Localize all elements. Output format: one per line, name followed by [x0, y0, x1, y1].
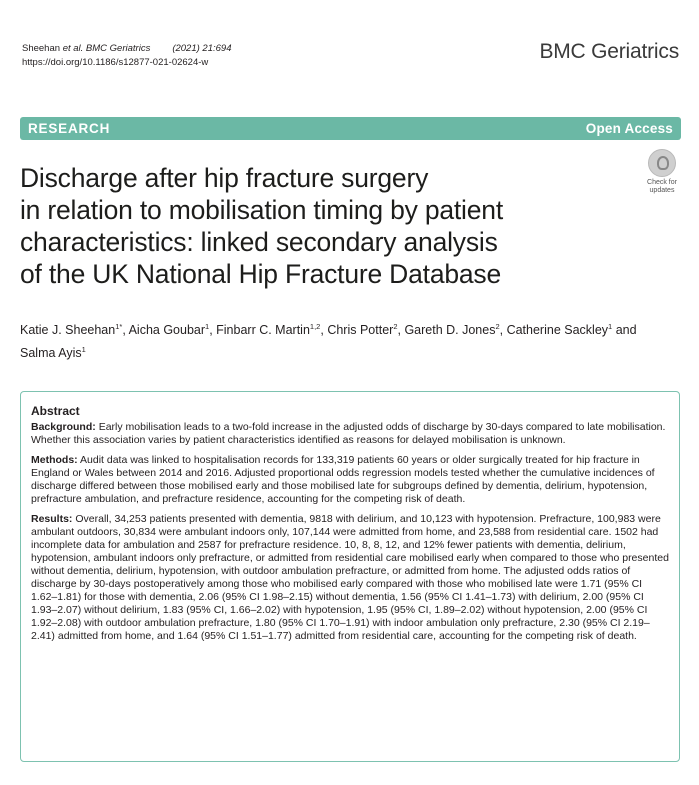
author-affiliation: 1,2	[309, 322, 321, 331]
article-type-banner	[20, 117, 681, 140]
citation-line	[22, 42, 232, 56]
article-type-label: RESEARCH	[28, 121, 111, 136]
author-list: Katie J. Sheehan$^{1*}$, Aicha Goubar$^1$, Finbarr C. Martin$^{1,2}$, Chris Potter$^2$, Gareth D. Jones$^2$, Catherine Sackley$^1$ and Salma Ayis$^1$	[20, 322, 637, 361]
check-for-updates-badge[interactable]	[641, 149, 683, 194]
abstract-section-results	[31, 513, 671, 643]
title-line: Discharge after hip fracture surgery	[20, 163, 429, 193]
title-line: characteristics: linked secondary analysis	[20, 227, 498, 257]
author-affiliation: 2	[393, 322, 398, 331]
author-name[interactable]: Catherine Sackley	[506, 323, 609, 338]
check-updates-text	[641, 179, 683, 194]
author-name[interactable]: Gareth D. Jones	[404, 323, 496, 338]
author-name[interactable]: Finbarr C. Martin	[216, 323, 310, 338]
section-label: Methods:	[31, 454, 78, 466]
author-name[interactable]: Katie J. Sheehan	[20, 323, 116, 338]
section-text: Audit data was linked to hospitalisation records for 133,319 patients 60 years or older surgically treated for hip fracture in England or Wales between 2014 and 2016. Adjusted proportional odds regression models tested whether the cumulative incidences of discharge differed between those mobilised early and those mobilised late for subgroups defined by dementia, delirium, hypotension, prefracture ambulation, and prefracture residence, accounting for the competing risk of death.	[31, 454, 655, 505]
author-affiliation: 1	[205, 322, 210, 331]
abstract-section-background	[31, 421, 671, 447]
author-name[interactable]: Aicha Goubar	[128, 323, 206, 338]
abstract-section-methods	[31, 454, 671, 506]
author-name[interactable]: Salma Ayis	[20, 346, 82, 361]
check-updates-line2: updates	[649, 186, 675, 194]
author-affiliation: 1	[608, 322, 613, 331]
citation-etal: et al. BMC Geriatrics	[62, 43, 151, 54]
author-affiliation: 1*	[115, 322, 123, 331]
author-affiliation: 1	[81, 345, 86, 355]
abstract-body	[31, 421, 671, 650]
abstract-box	[20, 391, 680, 762]
authors-conjunction: and	[615, 323, 637, 338]
doi-link[interactable]: https://doi.org/10.1186/s12877-021-02624-w	[22, 57, 209, 68]
citation-authors: Sheehan	[22, 43, 61, 54]
abstract-heading: Abstract	[31, 404, 80, 418]
section-label: Background:	[31, 421, 96, 433]
article-title	[20, 162, 620, 290]
title-line: of the UK National Hip Fracture Database	[20, 259, 502, 289]
section-text: Early mobilisation leads to a two-fold increase in the adjusted odds of discharge by 30-days compared to late mobilisation. Whether this association varies by patient characteristics identified as reasons for delayed mobilisation is unknown.	[31, 421, 666, 446]
citation-year-volume: (2021) 21:694	[172, 43, 232, 54]
check-updates-line1: Check for	[647, 179, 677, 186]
section-label: Results:	[31, 513, 73, 525]
section-text: Overall, 34,253 patients presented with dementia, 9818 with delirium, and 10,123 with hypotension. Prefracture, 100,983 were ambulant outdoors, 30,834 were ambulant indoors only, 107,144 were admitted from home, and 23,588 from residential care. 1502 had incomplete data for ambulation and 2587 for prefracture residence. 10, 8, 8, 12, and 12% fewer patients with dementia, delirium, hypotension, ambulant indoors only prefracture, or admitted from residential care mobilised early when compared to those who presented without dementia, delirium, hypotension, with outdoor ambulation prefracture, or admitted from home. The adjusted odds ratios of discharge by 30-days postoperatively among those who mobilised early compared with those who mobilised late were 1.71 (95% CI 1.62–1.81) for those with dementia, 2.06 (95% CI 1.98–2.15) without dementia, 1.56 (95% CI 1.41–1.73) with delirium, 2.00 (95% CI 1.93–2.07) without delirium, 1.83 (95% CI, 1.66–2.02) with hypotension, 1.95 (95% CI, 1.89–2.02) without hypotension, 2.00 (95% CI 1.92–2.08) with outdoor ambulation prefracture, 1.80 (95% CI 1.70–1.91) with indoor ambulation only prefracture, 2.30 (95% CI 2.19–2.41) admitted from home, and 1.64 (95% CI 1.51–1.77) admitted from residential care, accounting for the competing risk of death.	[31, 513, 669, 642]
author-affiliation: 2	[495, 322, 500, 331]
check-updates-icon	[648, 149, 676, 177]
citation-header	[22, 42, 232, 70]
title-line: in relation to mobilisation timing by patient	[20, 195, 503, 225]
open-access-label: Open Access	[585, 121, 673, 136]
author-name[interactable]: Chris Potter	[327, 323, 394, 338]
journal-logo: BMC Geriatrics	[539, 40, 679, 63]
